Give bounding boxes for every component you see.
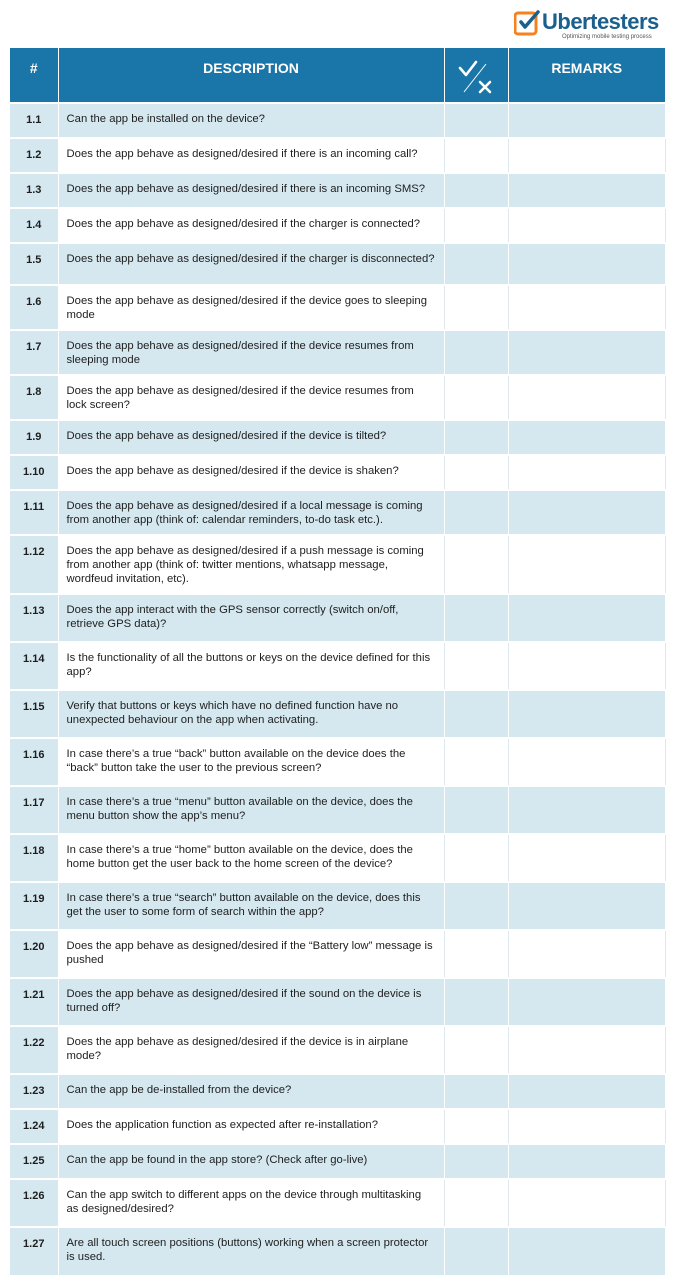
- row-description: Does the app behave as designed/desired if the device resumes from sleeping mode: [58, 330, 444, 375]
- header-description: DESCRIPTION: [58, 48, 444, 103]
- row-description: Does the app behave as designed/desired if the charger is connected?: [58, 208, 444, 243]
- row-remarks-cell[interactable]: [508, 420, 665, 455]
- table-row: [10, 978, 665, 1026]
- row-description: Does the app behave as designed/desired if the device resumes from lock screen?: [58, 375, 444, 420]
- row-description: Does the app behave as designed/desired if a push message is coming from another app (think of: twitter mentions, whatsapp message, wordfeud invitation, etc).: [58, 535, 444, 594]
- row-remarks-cell[interactable]: [508, 375, 665, 420]
- row-check-cell[interactable]: [444, 738, 508, 786]
- table-row: [10, 1227, 665, 1275]
- row-check-cell[interactable]: [444, 420, 508, 455]
- row-description: Can the app switch to different apps on the device through multitasking as designed/desired?: [58, 1179, 444, 1227]
- row-remarks-cell[interactable]: [508, 882, 665, 930]
- row-description: Does the app behave as designed/desired if there is an incoming SMS?: [58, 173, 444, 208]
- table-row: [10, 1179, 665, 1227]
- row-number: 1.8: [10, 375, 58, 420]
- row-number: 1.14: [10, 642, 58, 690]
- row-remarks-cell[interactable]: [508, 834, 665, 882]
- row-remarks-cell[interactable]: [508, 208, 665, 243]
- row-remarks-cell[interactable]: [508, 173, 665, 208]
- row-remarks-cell[interactable]: [508, 1074, 665, 1109]
- table-row: [10, 642, 665, 690]
- row-remarks-cell[interactable]: [508, 1026, 665, 1074]
- row-check-cell[interactable]: [444, 455, 508, 490]
- row-description: Does the app behave as designed/desired if the device is tilted?: [58, 420, 444, 455]
- row-remarks-cell[interactable]: [508, 1179, 665, 1227]
- row-check-cell[interactable]: [444, 1144, 508, 1179]
- row-description: In case there’s a true “back” button available on the device does the “back” button take the user to the previous screen?: [58, 738, 444, 786]
- row-check-cell[interactable]: [444, 243, 508, 285]
- row-description: Does the app behave as designed/desired if the device goes to sleeping mode: [58, 285, 444, 330]
- row-remarks-cell[interactable]: [508, 490, 665, 535]
- row-remarks-cell[interactable]: [508, 690, 665, 738]
- table-row: [10, 930, 665, 978]
- checklist-table: [10, 48, 666, 1275]
- row-remarks-cell[interactable]: [508, 786, 665, 834]
- row-check-cell[interactable]: [444, 138, 508, 173]
- row-number: 1.25: [10, 1144, 58, 1179]
- row-number: 1.5: [10, 243, 58, 285]
- row-description: In case there’s a true “search” button available on the device, does this get the user to some form of search within the app?: [58, 882, 444, 930]
- row-check-cell[interactable]: [444, 690, 508, 738]
- row-description: Is the functionality of all the buttons or keys on the device defined for this app?: [58, 642, 444, 690]
- row-number: 1.20: [10, 930, 58, 978]
- row-check-cell[interactable]: [444, 330, 508, 375]
- row-number: 1.21: [10, 978, 58, 1026]
- row-number: 1.7: [10, 330, 58, 375]
- row-number: 1.1: [10, 103, 58, 138]
- table-row: [10, 535, 665, 594]
- table-row: [10, 375, 665, 420]
- table-row: [10, 420, 665, 455]
- row-description: Verify that buttons or keys which have no defined function have no unexpected behaviour on the app when activating.: [58, 690, 444, 738]
- row-remarks-cell[interactable]: [508, 1144, 665, 1179]
- table-row: [10, 173, 665, 208]
- row-description: Does the app interact with the GPS sensor correctly (switch on/off, retrieve GPS data)?: [58, 594, 444, 642]
- row-description: Does the application function as expected after re-installation?: [58, 1109, 444, 1144]
- row-remarks-cell[interactable]: [508, 285, 665, 330]
- table-row: [10, 1074, 665, 1109]
- row-remarks-cell[interactable]: [508, 930, 665, 978]
- brand-name: Ubertesters: [542, 9, 659, 34]
- table-row: [10, 1144, 665, 1179]
- row-check-cell[interactable]: [444, 1227, 508, 1275]
- row-check-cell[interactable]: [444, 978, 508, 1026]
- check-cross-icon: [454, 54, 498, 98]
- table-row: [10, 243, 665, 285]
- ubertesters-logo-icon: [514, 10, 540, 36]
- row-remarks-cell[interactable]: [508, 103, 665, 138]
- row-number: 1.22: [10, 1026, 58, 1074]
- row-number: 1.27: [10, 1227, 58, 1275]
- header-remarks: REMARKS: [508, 48, 665, 103]
- row-number: 1.13: [10, 594, 58, 642]
- table-row: [10, 1109, 665, 1144]
- row-check-cell[interactable]: [444, 594, 508, 642]
- row-remarks-cell[interactable]: [508, 138, 665, 173]
- table-row: [10, 786, 665, 834]
- row-description: Does the app behave as designed/desired if the charger is disconnected?: [58, 243, 444, 285]
- row-check-cell[interactable]: [444, 535, 508, 594]
- row-number: 1.24: [10, 1109, 58, 1144]
- row-check-cell[interactable]: [444, 173, 508, 208]
- row-description: In case there’s a true “home” button available on the device, does the home button get the user back to the home screen of the device?: [58, 834, 444, 882]
- row-remarks-cell[interactable]: [508, 642, 665, 690]
- row-number: 1.9: [10, 420, 58, 455]
- table-row: [10, 834, 665, 882]
- row-number: 1.26: [10, 1179, 58, 1227]
- table-row: [10, 490, 665, 535]
- table-row: [10, 738, 665, 786]
- row-number: 1.19: [10, 882, 58, 930]
- row-number: 1.16: [10, 738, 58, 786]
- table-header-row: [10, 48, 665, 103]
- row-number: 1.4: [10, 208, 58, 243]
- row-description: Can the app be installed on the device?: [58, 103, 444, 138]
- row-number: 1.11: [10, 490, 58, 535]
- row-number: 1.18: [10, 834, 58, 882]
- table-row: [10, 208, 665, 243]
- row-number: 1.6: [10, 285, 58, 330]
- header-number: #: [10, 48, 58, 103]
- row-remarks-cell[interactable]: [508, 330, 665, 375]
- row-number: 1.3: [10, 173, 58, 208]
- row-description: Does the app behave as designed/desired if the device is in airplane mode?: [58, 1026, 444, 1074]
- row-number: 1.12: [10, 535, 58, 594]
- row-check-cell[interactable]: [444, 1179, 508, 1227]
- row-check-cell[interactable]: [444, 1026, 508, 1074]
- ubertesters-logo: [514, 9, 659, 43]
- table-row: [10, 455, 665, 490]
- row-remarks-cell[interactable]: [508, 243, 665, 285]
- row-description: Can the app be found in the app store? (Check after go-live): [58, 1144, 444, 1179]
- row-description: Does the app behave as designed/desired if a local message is coming from another app (think of: calendar reminders, to-do task etc.).: [58, 490, 444, 535]
- row-number: 1.23: [10, 1074, 58, 1109]
- row-remarks-cell[interactable]: [508, 738, 665, 786]
- row-check-cell[interactable]: [444, 882, 508, 930]
- row-check-cell[interactable]: [444, 208, 508, 243]
- row-check-cell[interactable]: [444, 375, 508, 420]
- row-remarks-cell[interactable]: [508, 535, 665, 594]
- row-remarks-cell[interactable]: [508, 1227, 665, 1275]
- table-row: [10, 594, 665, 642]
- header-check: [444, 48, 508, 103]
- table-row: [10, 103, 665, 138]
- brand-tagline: Optimizing mobile testing process: [562, 34, 652, 40]
- row-check-cell[interactable]: [444, 834, 508, 882]
- row-description: Does the app behave as designed/desired if the sound on the device is turned off?: [58, 978, 444, 1026]
- table-row: [10, 330, 665, 375]
- row-check-cell[interactable]: [444, 930, 508, 978]
- table-row: [10, 690, 665, 738]
- table-row: [10, 1026, 665, 1074]
- row-description: Are all touch screen positions (buttons) working when a screen protector is used.: [58, 1227, 444, 1275]
- table-row: [10, 285, 665, 330]
- row-description: In case there’s a true “menu” button available on the device, does the menu button show the app’s menu?: [58, 786, 444, 834]
- row-check-cell[interactable]: [444, 285, 508, 330]
- row-check-cell[interactable]: [444, 1109, 508, 1144]
- row-check-cell[interactable]: [444, 103, 508, 138]
- row-number: 1.15: [10, 690, 58, 738]
- row-check-cell[interactable]: [444, 642, 508, 690]
- row-description: Does the app behave as designed/desired if there is an incoming call?: [58, 138, 444, 173]
- table-row: [10, 138, 665, 173]
- row-number: 1.2: [10, 138, 58, 173]
- row-description: Can the app be de-installed from the device?: [58, 1074, 444, 1109]
- row-remarks-cell[interactable]: [508, 594, 665, 642]
- row-description: Does the app behave as designed/desired if the device is shaken?: [58, 455, 444, 490]
- row-remarks-cell[interactable]: [508, 455, 665, 490]
- row-remarks-cell[interactable]: [508, 1109, 665, 1144]
- row-number: 1.17: [10, 786, 58, 834]
- row-description: Does the app behave as designed/desired if the “Battery low” message is pushed: [58, 930, 444, 978]
- row-number: 1.10: [10, 455, 58, 490]
- row-check-cell[interactable]: [444, 1074, 508, 1109]
- row-remarks-cell[interactable]: [508, 978, 665, 1026]
- row-check-cell[interactable]: [444, 490, 508, 535]
- row-check-cell[interactable]: [444, 786, 508, 834]
- table-row: [10, 882, 665, 930]
